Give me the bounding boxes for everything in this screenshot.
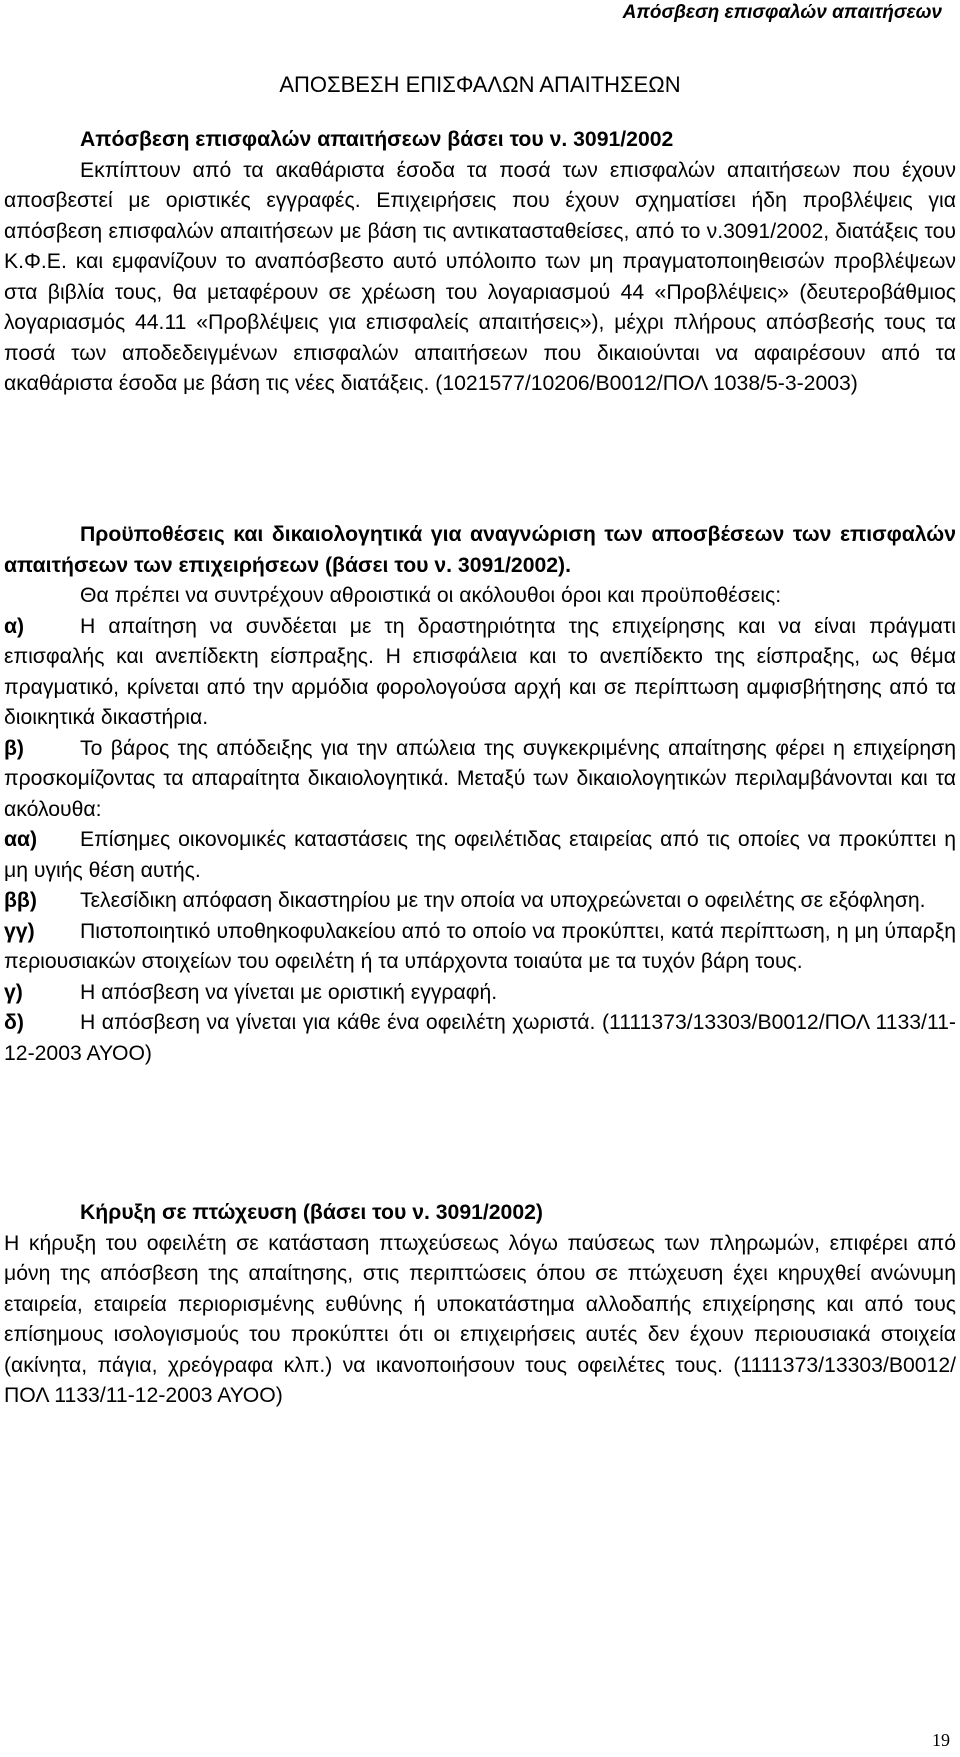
item-label: β): [4, 736, 24, 760]
list-item: [4, 612, 956, 734]
item-label: δ): [4, 1011, 24, 1034]
section-heading: Κήρυξη σε πτώχευση (βάσει του ν. 3091/2002): [80, 1201, 543, 1224]
section-bankruptcy: [4, 1198, 956, 1412]
page-title: ΑΠΟΣΒΕΣΗ ΕΠΙΣΦΑΛΩΝ ΑΠΑΙΤΗΣΕΩΝ: [279, 72, 681, 97]
section-paragraph: Η κήρυξη του οφειλέτη σε κατάσταση πτωχεύσεως λόγω παύσεως των πληρωμών, επιφέρει από μόνη της απόσβεση της απαίτησης, στις περιπτώσεις όπου σε πτώχευση έχει κηρυχθεί ανώνυμη εταιρεία, εταιρεία περιορισμένης ευθύνης ή υποκατάστημα αλλοδαπής επιχείρησης και από τους επίσημους ισολογισμούς του προκύπτει ότι οι επιχειρήσεις αυτές δεν έχουν περιουσιακά στοιχεία (ακίνητα, πάγια, χρεόγραφα κλπ.) να ικανοποιήσουν τους οφειλέτες τους. (1111373/13303/Β0012/ΠΟΛ 1133/11-12-2003 ΑΥΟΟ): [4, 1231, 956, 1407]
item-label: γ): [4, 980, 23, 1004]
section-conditions: [4, 520, 956, 1069]
item-label: ββ): [4, 889, 37, 912]
item-label: α): [4, 614, 25, 638]
list-item: [4, 734, 956, 826]
list-item: [4, 1008, 956, 1069]
page-number: 19: [932, 1730, 950, 1750]
item-text: Πιστοποιητικό υποθηκοφυλακείου από το οποίο να προκύπτει, κατά περίπτωση, η μη ύπαρξη περιουσιακών στοιχείων του οφειλέτη ή τα υπάρχοντα τοιαύτα με τα τυχόν βάρη τους.: [4, 919, 956, 973]
item-text: Επίσημες οικονομικές καταστάσεις της οφειλέτιδας εταιρείας από τις οποίες να προκύπτει η μη υγιής θέση αυτής.: [4, 828, 956, 882]
item-text: Η απόσβεση να γίνεται με οριστική εγγραφή.: [80, 980, 498, 1004]
section-heading: Προϋποθέσεις και δικαιολογητικά για αναγνώριση των αποσβέσεων των επισφαλών απαιτήσεων των επιχειρήσεων (βάσει του ν. 3091/2002).: [4, 523, 956, 577]
list-item: [4, 978, 956, 1009]
intro-paragraph: Θα πρέπει να συντρέχουν αθροιστικά οι ακόλουθοι όροι και προϋποθέσεις:: [80, 584, 782, 607]
list-item: [4, 825, 956, 886]
item-text: Το βάρος της απόδειξης για την απώλεια της συγκεκριμένης απαίτησης φέρει η επιχείρηση προσκομίζοντας τα απαραίτητα δικαιολογητικά. Μεταξύ των δικαιολογητικών περιλαμβάνονται και τα ακόλουθα:: [4, 736, 956, 821]
item-label: αα): [4, 828, 38, 851]
item-text: Τελεσίδικη απόφαση δικαστηρίου με την οποία να υποχρεώνεται ο οφειλέτης σε εξόφληση.: [80, 889, 926, 912]
item-text: Η απόσβεση να γίνεται για κάθε ένα οφειλέτη χωριστά. (1111373/13303/Β0012/ΠΟΛ 1133/11-12-2003 ΑΥΟΟ): [4, 1011, 956, 1065]
list-item: [4, 886, 956, 917]
item-label: γγ): [4, 919, 35, 943]
section-depreciation-law: [4, 125, 956, 400]
section-heading: Απόσβεση επισφαλών απαιτήσεων βάσει του ν. 3091/2002: [80, 128, 674, 151]
section-paragraph: Εκπίπτουν από τα ακαθάριστα έσοδα τα ποσά των επισφαλών απαιτήσεων που έχουν αποσβεστεί με οριστικές εγγραφές. Επιχειρήσεις που έχουν σχηματίσει ήδη προβλέψεις για απόσβεση επισφαλών απαιτήσεων με βάση τις αντικατασταθείσες, από το ν.3091/2002, διατάξεις του Κ.Φ.Ε. και εμφανίζουν το αναπόσβεστο αυτό υπόλοιπο των μη πραγματοποιηθεισών προβλέψεων στα βιβλία τους, θα μεταφέρουν σε χρέωση του λογαριασμού 44 «Προβλέψεις» (δευτεροβάθμιος λογαριασμός 44.11 «Προβλέψεις για επισφαλείς απαιτήσεις»), μέχρι πλήρους απόσβεσής τους τα ποσά των αποδεδειγμένων επισφαλών απαιτήσεων που δικαιούνται να αφαιρέσουν από τα ακαθάριστα έσοδα με βάση τις νέες διατάξεις. (1021577/10206/Β0012/ΠΟΛ 1038/5-3-2003): [4, 158, 956, 395]
list-item: [4, 917, 956, 978]
running-header: Απόσβεση επισφαλών απαιτήσεων: [622, 2, 942, 23]
item-text: Η απαίτηση να συνδέεται με τη δραστηριότητα της επιχείρησης και να είναι πράγματι επισφαλής και ανεπίδεκτη είσπραξης. Η επισφάλεια και το ανεπίδεκτο της είσπραξης, ως θέμα πραγματικό, κρίνεται από την αρμόδια φορολογούσα αρχή και σε περίπτωση αμφισβήτησης από τα διοικητικά δικαστήρια.: [4, 614, 956, 729]
